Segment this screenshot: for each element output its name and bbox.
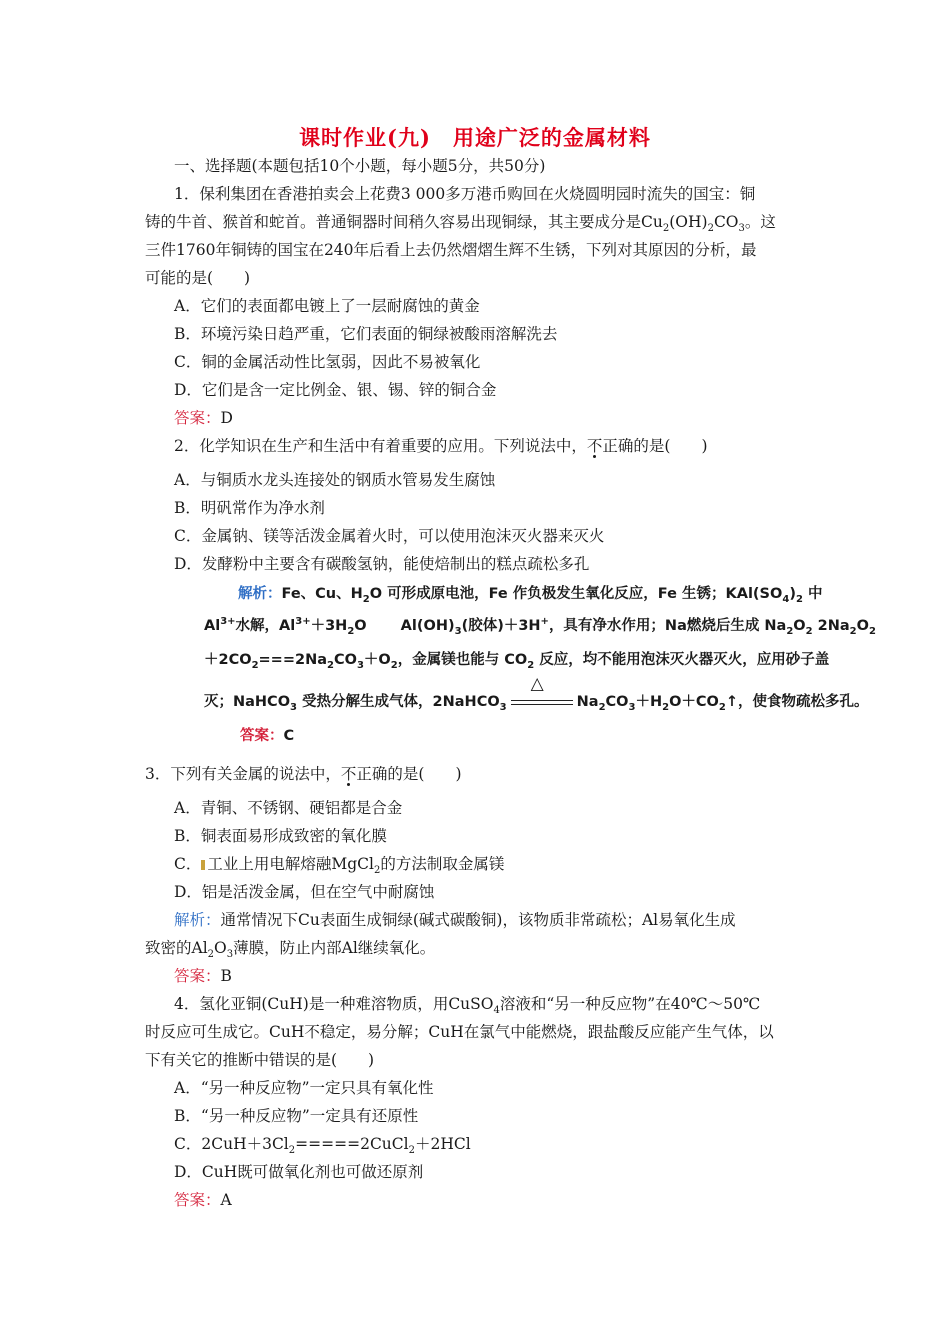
q4-answer: 答案：A (174, 1191, 232, 1209)
q1-stem-line1: 1．保利集团在香港拍卖会上花费3 000多万港币购回在火烧圆明园时流失的国宝：铜 (174, 185, 756, 203)
q2-explanation-line3: $+2CO_2===2Na_2CO_3+O_2$，金属镁也能与 $CO_2$ 反应，均不能用泡沫灭火器灭火，应用砂子盖 (204, 652, 830, 671)
q2-explanation-line4: 灭；NaHCO$_3$ 受热分解生成气体，2NaHCO$_3$ △ $Na_2CO_3+H_2O+CO_2↑$，使食物疏松多孔。 (204, 674, 869, 713)
q4-stem-line1: 4．氢化亚铜(CuH)是一种难溶物质，用CuSO$_4$溶液和“另一种反应物”在40℃～50℃ (174, 995, 761, 1017)
q2-option-d: D．发酵粉中主要含有碳酸氢钠，能使焙制出的糕点疏松多孔 (174, 555, 590, 573)
heat-condition-equals-sign: △ (507, 694, 577, 710)
q2-explanation-line1: 解析：Fe、Cu、$H_2O$ 可形成原电池，Fe 作负极发生氧化反应，Fe 生锈；$KAl(SO_4)_2$ 中 (238, 586, 823, 605)
q4-option-c: C．$2CuH+3Cl_2=====2CuCl_2+2HCl$ (174, 1135, 471, 1157)
q1-stem-line4: 可能的是( ) (145, 269, 251, 287)
q3-explanation-line2: 致密的$Al_2O_3$薄膜，防止内部Al继续氧化。 (145, 939, 436, 961)
q2-stem: 2．化学知识在生产和生活中有着重要的应用。下列说法中，不正确的是( ) (174, 437, 708, 455)
q1-stem-line3: 三件1760年铜铸的国宝在240年后看上去仍然熠熠生辉不生锈，下列对其原因的分析，最 (145, 241, 757, 259)
q1-option-c: C．铜的金属活动性比氢弱，因此不易被氧化 (174, 353, 481, 371)
q1-stem-line2: 铸的牛首、猴首和蛇首。普通铜器时间稍久容易出现铜绿，其主要成分是$Cu_2(OH)_2CO_3$。这 (145, 213, 776, 235)
q2-answer: 答案：C (240, 728, 295, 744)
q2-option-c: C．金属钠、镁等活泼金属着火时，可以使用泡沫灭火器来灭火 (174, 527, 605, 545)
q4-option-d: D．CuH既可做氧化剂也可做还原剂 (174, 1163, 424, 1181)
q2-option-a: A．与铜质水龙头连接处的钢质水管易发生腐蚀 (174, 471, 496, 489)
q2-explanation-line2: $Al^{3+}$水解，$Al^{3+}+3H_2O$ $Al(OH)_3$(胶体)＋3H+，具有净水作用；Na燃烧后生成 $Na_2O_2$ $2Na_2O_2$ (204, 616, 876, 637)
section-heading: 一、选择题(本题包括10个小题，每小题5分，共50分) (174, 157, 546, 175)
q4-option-b: B．“另一种反应物”一定具有还原性 (174, 1107, 419, 1125)
q3-option-d: D．铝是活泼金属，但在空气中耐腐蚀 (174, 883, 435, 901)
q1-option-d: D．它们是含一定比例金、银、锡、锌的铜合金 (174, 381, 497, 399)
q1-option-a: A．它们的表面都电镀上了一层耐腐蚀的黄金 (174, 297, 480, 315)
q2-option-b: B．明矾常作为净水剂 (174, 499, 325, 517)
q3-explanation-line1: 解析：通常情况下Cu表面生成铜绿(碱式碳酸铜)，该物质非常疏松；Al易氧化生成 (174, 911, 736, 929)
q3-answer: 答案：B (174, 967, 232, 985)
q3-option-a: A．青铜、不锈钢、硬铝都是合金 (174, 799, 403, 817)
q4-stem-line3: 下有关它的推断中错误的是( ) (145, 1051, 375, 1069)
q1-option-b: B．环境污染日趋严重，它们表面的铜绿被酸雨溶解洗去 (174, 325, 558, 343)
q3-stem: 3．下列有关金属的说法中，不正确的是( ) (145, 765, 462, 783)
page-title: 课时作业(九) 用途广泛的金属材料 (299, 125, 651, 150)
q3-option-b: B．铜表面易形成致密的氧化膜 (174, 827, 387, 845)
margin-mark-icon (201, 860, 205, 870)
q4-option-a: A．“另一种反应物”一定只具有氧化性 (174, 1079, 434, 1097)
q1-answer: 答案：D (174, 409, 233, 427)
q3-option-c: C． 工业上用电解熔融MgCl$_2$的方法制取金属镁 (174, 855, 505, 877)
q4-stem-line2: 时反应可生成它。CuH不稳定，易分解；CuH在氯气中能燃烧，跟盐酸反应能产生气体，以 (145, 1023, 774, 1041)
